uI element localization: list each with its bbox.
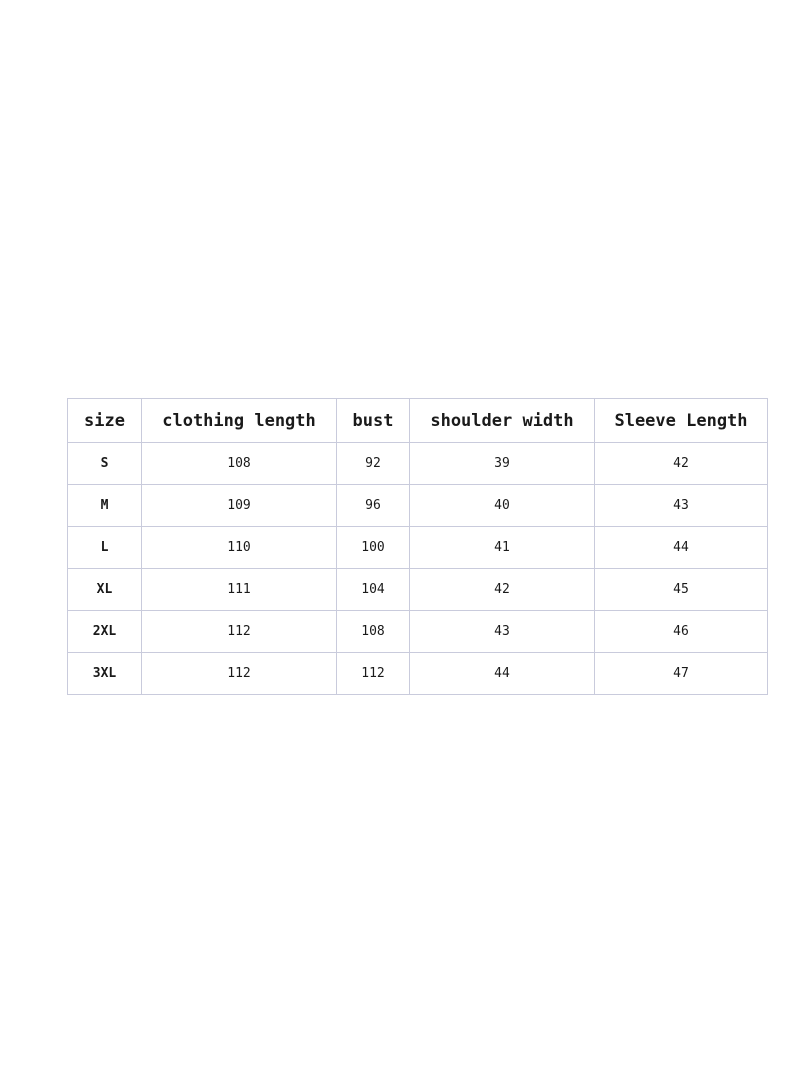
sleeve-length-cell: 44: [595, 527, 768, 569]
header-shoulder-width: shoulder width: [410, 399, 595, 443]
bust-cell: 92: [337, 443, 410, 485]
table-row: [68, 527, 768, 569]
header-clothing-length: clothing length: [142, 399, 337, 443]
size-cell: S: [68, 443, 142, 485]
bust-cell: 112: [337, 653, 410, 695]
clothing-length-cell: 112: [142, 653, 337, 695]
shoulder-width-cell: 44: [410, 653, 595, 695]
table-row: [68, 611, 768, 653]
clothing-length-cell: 108: [142, 443, 337, 485]
size-cell: XL: [68, 569, 142, 611]
sleeve-length-cell: 42: [595, 443, 768, 485]
bust-cell: 108: [337, 611, 410, 653]
header-bust: bust: [337, 399, 410, 443]
bust-cell: 104: [337, 569, 410, 611]
header-sleeve-length: Sleeve Length: [595, 399, 768, 443]
sleeve-length-cell: 45: [595, 569, 768, 611]
shoulder-width-cell: 43: [410, 611, 595, 653]
bust-cell: 100: [337, 527, 410, 569]
sleeve-length-cell: 43: [595, 485, 768, 527]
size-cell: 2XL: [68, 611, 142, 653]
table-row: [68, 485, 768, 527]
table-row: [68, 653, 768, 695]
table-row: [68, 443, 768, 485]
size-cell: M: [68, 485, 142, 527]
header-size: size: [68, 399, 142, 443]
clothing-length-cell: 112: [142, 611, 337, 653]
header-row: [68, 399, 768, 443]
table-row: [68, 569, 768, 611]
bust-cell: 96: [337, 485, 410, 527]
size-cell: L: [68, 527, 142, 569]
shoulder-width-cell: 39: [410, 443, 595, 485]
size-cell: 3XL: [68, 653, 142, 695]
clothing-length-cell: 111: [142, 569, 337, 611]
shoulder-width-cell: 40: [410, 485, 595, 527]
sleeve-length-cell: 47: [595, 653, 768, 695]
clothing-length-cell: 110: [142, 527, 337, 569]
sleeve-length-cell: 46: [595, 611, 768, 653]
clothing-length-cell: 109: [142, 485, 337, 527]
size-chart-table: [67, 398, 768, 695]
shoulder-width-cell: 42: [410, 569, 595, 611]
shoulder-width-cell: 41: [410, 527, 595, 569]
